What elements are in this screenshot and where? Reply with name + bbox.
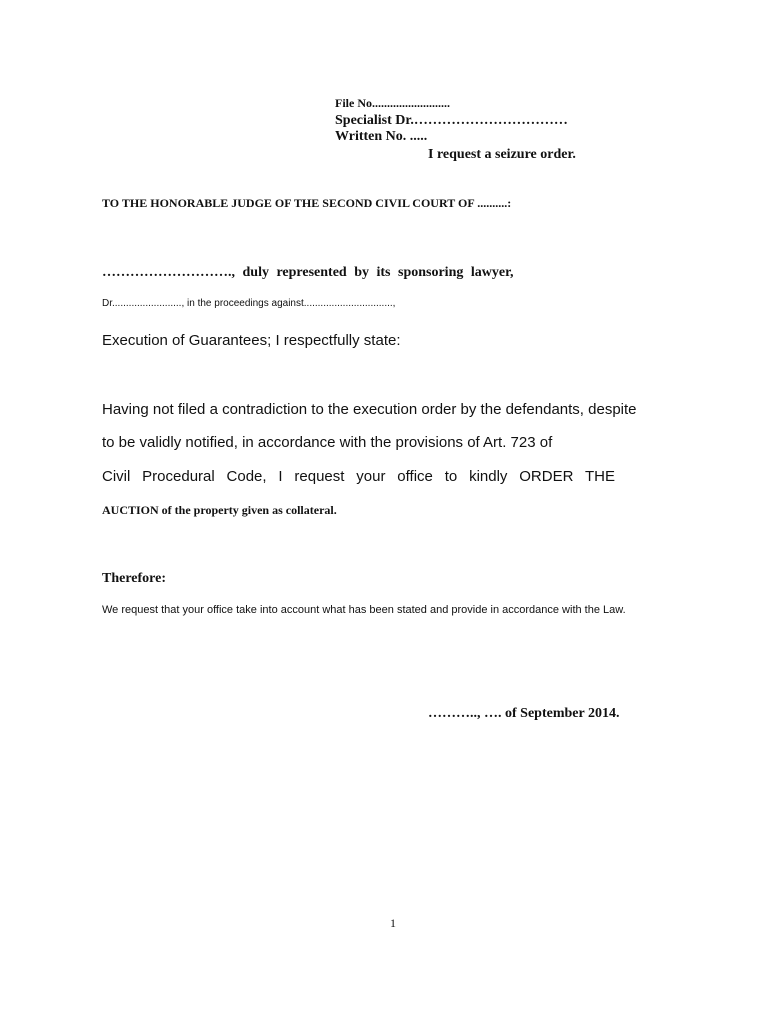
- proceedings-line: Dr........................., in the proceedings against................................,: [102, 298, 396, 309]
- specialist-line: Specialist Dr.……………………………: [335, 113, 568, 128]
- addressee-line: TO THE HONORABLE JUDGE OF THE SECOND CIVIL COURT OF ..........:: [102, 196, 512, 210]
- request-heading: I request a seizure order.: [428, 147, 576, 162]
- execution-line: Execution of Guarantees; I respectfully state:: [102, 332, 401, 349]
- body-line-3: Civil Procedural Code, I request your office to kindly ORDER THE: [102, 468, 615, 485]
- body-line-2: to be validly notified, in accordance with the provisions of Art. 723 of: [102, 434, 553, 451]
- written-number: Written No. .....: [335, 129, 428, 144]
- body-line-4: AUCTION of the property given as collateral.: [102, 503, 337, 517]
- body-line-1: Having not filed a contradiction to the execution order by the defendants, despite: [102, 401, 637, 418]
- represented-line: ………………………., duly represented by its sponsoring lawyer,: [102, 265, 514, 280]
- date-line: ……….., …. of September 2014.: [428, 706, 620, 721]
- request-paragraph: We request that your office take into account what has been stated and provide in accordance with the Law.: [102, 604, 626, 616]
- page-number: 1: [390, 916, 396, 930]
- therefore-heading: Therefore:: [102, 571, 167, 586]
- file-number: File No..........................: [335, 96, 450, 110]
